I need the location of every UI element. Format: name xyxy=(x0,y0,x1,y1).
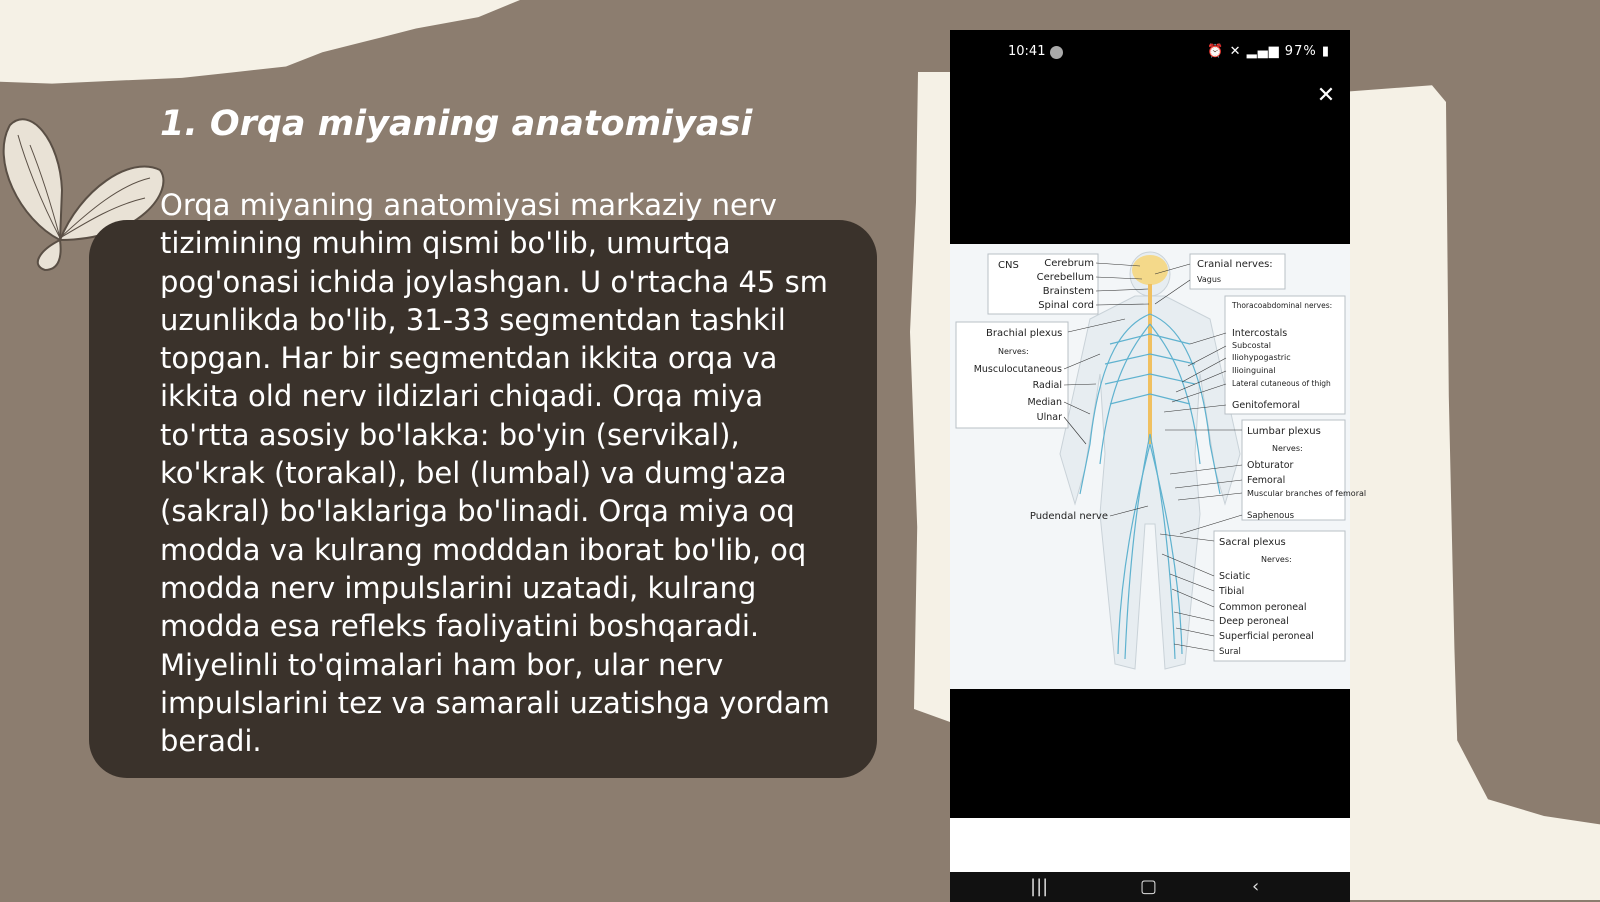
battery-icon: ▮ xyxy=(1321,44,1330,59)
cns-item: Spinal cord xyxy=(1038,300,1094,311)
cns-label: CNS xyxy=(998,260,1019,271)
mute-icon: ✕ xyxy=(1229,44,1242,59)
status-icons xyxy=(1207,44,1330,59)
thoraco-item: Lateral cutaneous of thigh xyxy=(1232,379,1331,388)
brachial-item: Musculocutaneous xyxy=(973,364,1062,375)
torn-paper-right xyxy=(1320,60,1600,900)
brachial-nerves-label: Nerves: xyxy=(998,347,1029,356)
lumbar-item: Femoral xyxy=(1247,475,1286,486)
sacral-item: Deep peroneal xyxy=(1219,616,1289,627)
cns-item: Cerebrum xyxy=(1044,258,1094,269)
sacral-item: Sciatic xyxy=(1219,571,1251,582)
sacral-item: Sural xyxy=(1219,647,1241,657)
brachial-title: Brachial plexus xyxy=(986,328,1063,339)
thoraco-item: Iliohypogastric xyxy=(1232,353,1291,362)
lumbar-title: Lumbar plexus xyxy=(1247,426,1321,437)
cns-item: Cerebellum xyxy=(1036,272,1094,283)
cranial-title: Cranial nerves: xyxy=(1197,259,1273,270)
thoraco-title: Thoracoabdominal nerves: xyxy=(1232,301,1333,310)
brachial-item: Ulnar xyxy=(1036,412,1062,423)
sacral-item: Common peroneal xyxy=(1219,602,1307,613)
sacral-nerves-label: Nerves: xyxy=(1261,555,1292,564)
android-nav-bar xyxy=(950,872,1350,902)
lumbar-item: Muscular branches of femoral xyxy=(1247,489,1367,498)
status-time: 10:41 xyxy=(1008,44,1046,59)
torn-paper-top xyxy=(0,0,520,95)
back-icon[interactable]: ‹ xyxy=(1252,876,1260,897)
brachial-item: Median xyxy=(1027,397,1062,408)
sacral-item: Superficial peroneal xyxy=(1219,631,1314,642)
nervous-system-diagram xyxy=(950,244,1367,689)
thoraco-item: Subcostal xyxy=(1232,341,1271,350)
cranial-item: Vagus xyxy=(1197,275,1222,284)
notification-dot-icon xyxy=(1050,46,1063,59)
phone-screenshot xyxy=(950,30,1367,900)
sacral-title: Sacral plexus xyxy=(1219,537,1286,548)
thoraco-item: Ilioinguinal xyxy=(1232,366,1276,375)
lumbar-item: Saphenous xyxy=(1247,511,1295,521)
recent-apps-icon[interactable]: ||| xyxy=(1030,876,1049,897)
torn-paper-middle xyxy=(910,72,950,722)
lumbar-item: Obturator xyxy=(1247,460,1294,471)
thoraco-item: Genitofemoral xyxy=(1232,400,1301,411)
status-bar xyxy=(950,30,1350,70)
close-icon[interactable]: ✕ xyxy=(1316,83,1336,108)
alarm-icon: ⏰ xyxy=(1207,44,1225,59)
cns-item: Brainstem xyxy=(1042,286,1094,297)
home-icon[interactable]: ▢ xyxy=(1140,876,1158,897)
slide-body-text: Orqa miyaning anatomiyasi markaziy nerv tizimining muhim qismi bo'lib, umurtqa pog'onasi ichida joylashgan. U o'rtacha 45 sm uzunlikda bo'lib, 31-33 segmentdan tashkil topgan. Har bir segmentdan ikkita orqa va ikkita old nerv ildizlari chiqadi. Orqa miya to'rtta asosiy bo'lakka: bo'yin (servikal), ko'krak (torakal), bel (lumbal) va dumg'aza (sakral) bo'laklariga bo'linadi. Orqa miya oq modda va kulrang modddan iborat bo'lib, oq modda nerv impulslarini uzatadi, kulrang modda esa refleks faoliyatini boshqaradi. Miyelinli to'qimalari ham bor, ular nerv impulslarini tez va samarali uzatishga yordam beradi. xyxy=(160,188,830,759)
brachial-item: Radial xyxy=(1032,380,1062,391)
battery-percent: 97% xyxy=(1284,44,1317,59)
pudendal-label: Pudendal nerve xyxy=(1029,511,1108,522)
thoraco-item: Intercostals xyxy=(1232,328,1288,339)
brain-shape xyxy=(1132,255,1168,285)
slide-title: 1. Orqa miyaning anatomiyasi xyxy=(160,104,753,144)
signal-icon: ▂▄▆ xyxy=(1246,44,1280,59)
lumbar-nerves-label: Nerves: xyxy=(1272,444,1303,453)
sacral-item: Tibial xyxy=(1219,586,1245,597)
